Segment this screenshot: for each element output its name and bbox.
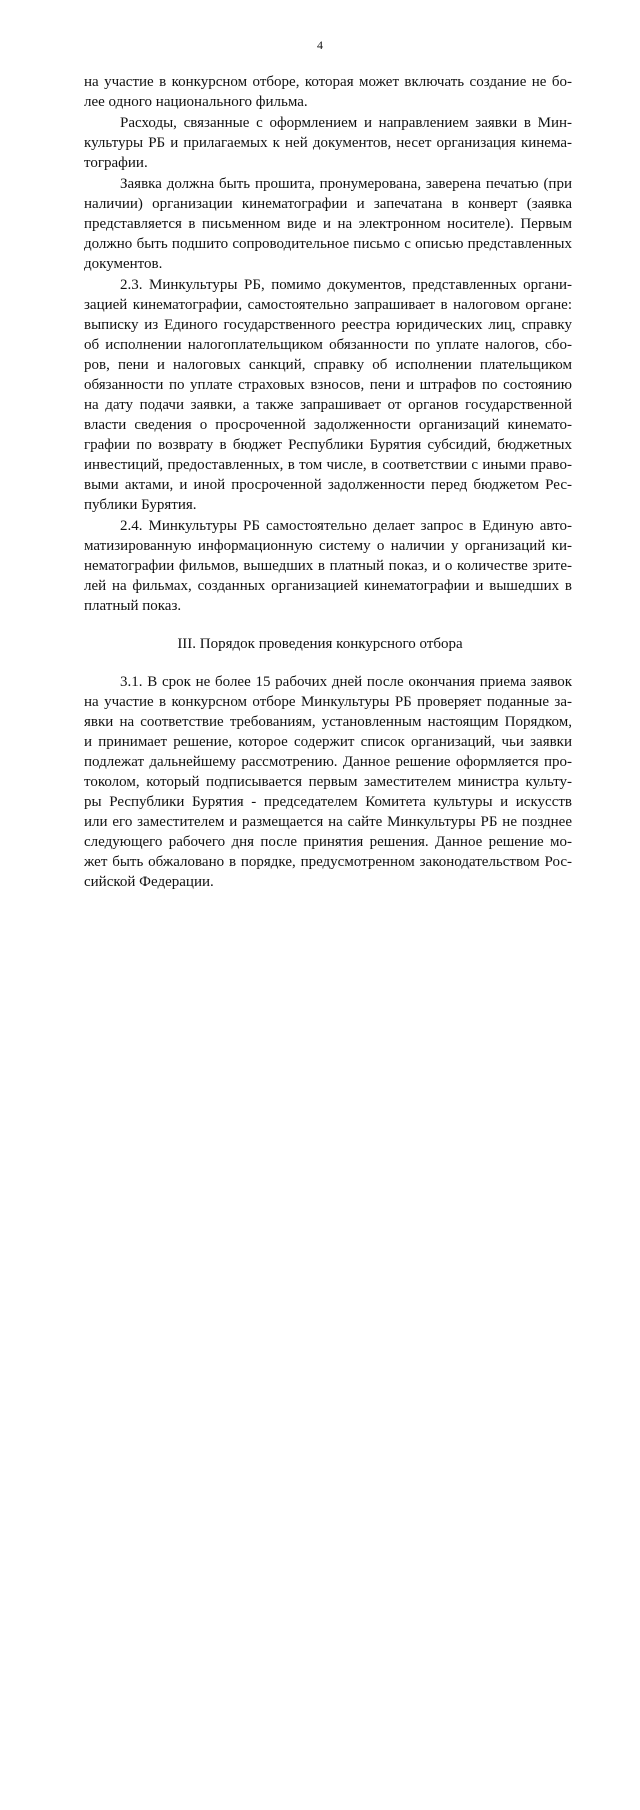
text-line: документов.: [84, 256, 163, 272]
text-line: явки на соответствие требованиям, установленным настоящим Порядком,: [84, 714, 572, 730]
text-line: публики Бурятия.: [84, 497, 197, 513]
text-line: на участие в конкурсном отборе Минкультуры РБ проверяет поданные за-: [84, 694, 572, 710]
text-line: ры Республики Бурятия - председателем Комитета культуры и искусств: [84, 794, 572, 810]
text-line: подлежат дальнейшему рассмотрению. Данное решение оформляется про-: [84, 754, 572, 770]
text-line: должно быть подшито сопроводительное письмо с описью представленных: [84, 236, 572, 252]
text-line: платный показ.: [84, 598, 182, 614]
text-line: Расходы, связанные с оформлением и направлением заявки в Мин-: [120, 115, 572, 131]
text-line: жет быть обжаловано в порядке, предусмотренном законодательством Рос-: [84, 854, 572, 870]
text-line: лей на фильмах, созданных организацией кинематографии и вышедших в: [84, 578, 572, 594]
overflow-guard: [0, 905, 640, 1810]
text-line: об исполнении налогоплательщиком обязанности по уплате налогов, сбо-: [84, 337, 572, 353]
text-line: на участие в конкурсном отборе, которая может включать создание не бо-: [84, 74, 572, 90]
text-line: графии по возврату в бюджет Республики Бурятия субсидий, бюджетных: [84, 437, 572, 453]
text-line: ров, пени и налоговых санкций, справку об исполнении плательщиком: [84, 357, 572, 373]
text-line: или его заместителем и размещается на сайте Минкультуры РБ не позднее: [84, 814, 572, 830]
text-line: следующего рабочего дня после принятия решения. Данное решение мо-: [84, 834, 572, 850]
text-line: выписку из Единого государственного реестра юридических лиц, справку: [84, 317, 572, 333]
text-line: 2.3. Минкультуры РБ, помимо документов, представленных органи-: [120, 277, 572, 293]
text-line: тографии.: [84, 155, 148, 171]
text-line: обязанности по уплате страховых взносов, пени и штрафов по состоянию: [84, 377, 572, 393]
text-line: выми актами, и иной просроченной задолженности перед бюджетом Рес-: [84, 477, 572, 493]
text-line: зацией кинематографии, самостоятельно запрашивает в налоговом органе:: [84, 297, 572, 313]
section-heading: III. Порядок проведения конкурсного отбора: [177, 636, 463, 652]
text-line: власти сведения о просроченной задолженности организаций кинемато-: [84, 417, 572, 433]
text-line: сийской Федерации.: [84, 874, 214, 890]
text-line: представляется в письменном виде и на электронном носителе). Первым: [84, 216, 572, 232]
text-line: токолом, который подписывается первым заместителем министра культу-: [84, 774, 572, 790]
text-line: на дату подачи заявки, а также запрашивает от органов государственной: [84, 397, 572, 413]
text-line: 3.1. В срок не более 15 рабочих дней после окончания приема заявок: [120, 674, 572, 690]
text-line: матизированную информационную систему о наличии у организаций ки-: [84, 538, 572, 554]
text-line: лее одного национального фильма.: [84, 94, 308, 110]
text-line: культуры РБ и прилагаемых к ней документов, несет организация кинема-: [84, 135, 572, 151]
page-number: 4: [317, 38, 323, 52]
text-line: инвестиций, предоставленных, в том числе, в соответствии с иными право-: [84, 457, 572, 473]
text-line: 2.4. Минкультуры РБ самостоятельно делает запрос в Единую авто-: [120, 518, 572, 534]
text-line: и принимает решение, которое содержит список организаций, чьи заявки: [84, 734, 572, 750]
text-line: наличии) организации кинематографии и запечатана в конверт (заявка: [84, 196, 572, 212]
text-line: нематографии фильмов, вышедших в платный показ, и о количестве зрите-: [84, 558, 572, 574]
text-line: Заявка должна быть прошита, пронумерована, заверена печатью (при: [120, 176, 572, 192]
